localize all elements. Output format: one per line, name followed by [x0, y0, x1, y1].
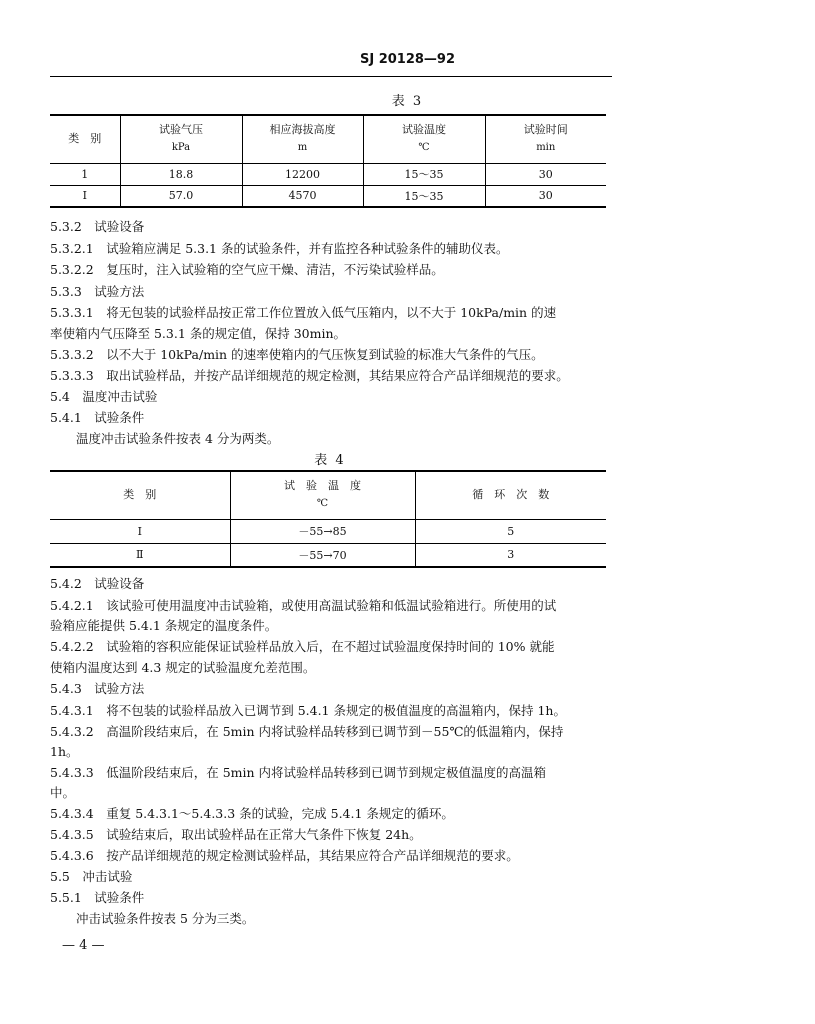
table3-caption: 表 3: [391, 94, 424, 109]
table3-cell: Ⅰ: [50, 185, 120, 207]
table3-header-cell: 相应海拔高度 m: [242, 115, 363, 163]
clause-text: 5.4.3.4 重复 5.4.3.1～5.4.3.3 条的试验，完成 5.4.1 条规定的循环。: [50, 806, 454, 821]
table4-caption: 表 4: [314, 453, 346, 468]
clause-text: 率使箱内气压降至 5.3.1 条的规定值，保持 30min。: [50, 326, 347, 341]
clause-text: 5.3.3.1 将无包装的试验样品按正常工作位置放入低气压箱内，以不大于 10kPa/min 的速: [50, 305, 557, 320]
clause-heading: 5.3.3 试验方法: [50, 284, 145, 299]
table4-cell: 3: [415, 543, 606, 567]
clause-heading: 5.3.2 试验设备: [50, 219, 145, 234]
section-heading: 5.5 冲击试验: [50, 869, 133, 884]
table4-header-row: [50, 471, 606, 519]
table-row: [50, 185, 606, 207]
clause-heading: 5.4.3 试验方法: [50, 681, 145, 696]
table3-cell: 4570: [242, 185, 363, 207]
table4-header-cell: 类 别: [50, 471, 230, 519]
table4-header-cell: 循 环 次 数: [415, 471, 606, 519]
clause-text: 5.3.2.1 试验箱应满足 5.3.1 条的试验条件，并有监控各种试验条件的辅助仪表。: [50, 241, 509, 256]
document-code: SJ 20128—92: [359, 52, 456, 67]
clause-text: 5.4.3.3 低温阶段结束后，在 5min 内将试验样品转移到已调节到规定极值温度的高温箱: [50, 765, 547, 780]
clause-heading: 5.5.1 试验条件: [50, 890, 145, 905]
table3-cell: 30: [485, 163, 606, 185]
table3-cell: 30: [485, 185, 606, 207]
table-row: [50, 543, 606, 567]
table3-header-cell: 类 别: [50, 115, 120, 163]
clause-heading: 5.4.1 试验条件: [50, 410, 145, 425]
page-number: — 4 —: [62, 938, 105, 953]
table3-cell: 12200: [242, 163, 363, 185]
clause-text: 验箱应能提供 5.4.1 条规定的温度条件。: [50, 618, 278, 633]
table3-cell: 15～35: [363, 185, 485, 207]
clause-text: 1h。: [50, 744, 79, 759]
clause-text: 5.4.3.2 高温阶段结束后，在 5min 内将试验样品转移到已调节到－55℃的低温箱内，保持: [50, 724, 564, 739]
table3-cell: 18.8: [120, 163, 242, 185]
header-rule: [50, 76, 612, 77]
clause-text: 5.3.3.3 取出试验样品，并按产品详细规范的规定检测，其结果应符合产品详细规范的要求。: [50, 368, 569, 383]
table4-cell: －55→70: [230, 543, 415, 567]
table-row: [50, 163, 606, 185]
table4-cell: 5: [415, 519, 606, 543]
table4-cell: Ⅰ: [50, 519, 230, 543]
table-row: [50, 519, 606, 543]
table3-cell: 57.0: [120, 185, 242, 207]
table4: [50, 470, 606, 568]
clause-text: 5.4.3.5 试验结束后，取出试验样品在正常大气条件下恢复 24h。: [50, 827, 422, 842]
clause-text: 中。: [50, 785, 76, 800]
clause-text: 使箱内温度达到 4.3 规定的试验温度允差范围。: [50, 660, 316, 675]
clause-text: 冲击试验条件按表 5 分为三类。: [76, 911, 255, 926]
clause-text: 5.4.2.1 该试验可使用温度冲击试验箱，或使用高温试验箱和低温试验箱进行。所使用的试: [50, 598, 557, 613]
clause-text: 温度冲击试验条件按表 4 分为两类。: [76, 431, 280, 446]
table3-header-cell: 试验时间 min: [485, 115, 606, 163]
clause-text: 5.3.2.2 复压时，注入试验箱的空气应干燥、清洁，不污染试验样品。: [50, 262, 444, 277]
table3-header-row: [50, 115, 606, 163]
table3-cell: 15～35: [363, 163, 485, 185]
clause-text: 5.4.2.2 试验箱的容积应能保证试验样品放入后，在不超过试验温度保持时间的 10% 就能: [50, 639, 555, 654]
table3: [50, 114, 606, 208]
table3-cell: 1: [50, 163, 120, 185]
section-heading: 5.4 温度冲击试验: [50, 389, 158, 404]
table3-header-cell: 试验气压 kPa: [120, 115, 242, 163]
table4-cell: Ⅱ: [50, 543, 230, 567]
table3-header-cell: 试验温度 ℃: [363, 115, 485, 163]
clause-text: 5.3.3.2 以不大于 10kPa/min 的速率使箱内的气压恢复到试验的标准大气条件的气压。: [50, 347, 544, 362]
table4-header-cell: 试 验 温 度 ℃: [230, 471, 415, 519]
clause-heading: 5.4.2 试验设备: [50, 576, 145, 591]
clause-text: 5.4.3.1 将不包装的试验样品放入已调节到 5.4.1 条规定的极值温度的高温箱内，保持 1h。: [50, 703, 566, 718]
table4-cell: －55→85: [230, 519, 415, 543]
clause-text: 5.4.3.6 按产品详细规范的规定检测试验样品，其结果应符合产品详细规范的要求。: [50, 848, 519, 863]
